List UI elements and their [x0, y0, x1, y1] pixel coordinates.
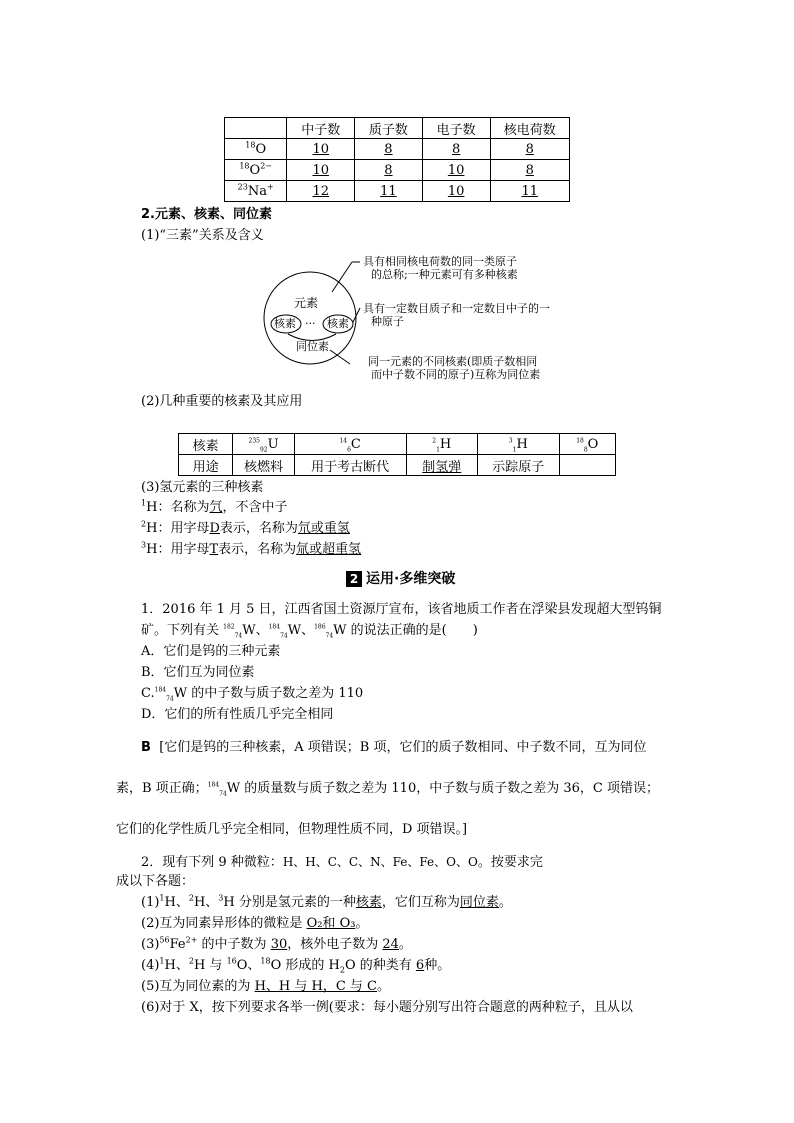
table-cell: 8	[355, 160, 423, 181]
nuclide-label-right: 核素	[327, 317, 349, 330]
q2-intro: 2．现有下列 9 种微粒：H、H、C、C、N、Fe、Fe、O、O。按要求完	[141, 855, 543, 870]
note-nuclide-2: 种原子	[371, 315, 404, 328]
q2-part6: (6)对于 X，按下列要求各举一例(要求：每小题分别写出符合题意的两种粒子，且从以	[141, 1000, 633, 1015]
table-cell: 11	[490, 181, 569, 202]
q2-part5: (5)互为同位素的为 H、H 与 H，C 与 C。	[141, 979, 391, 994]
table-header-blank	[225, 118, 287, 139]
table-cell: 8	[490, 139, 569, 160]
q1-answer-line2: 素，B 项正确；$^{184}_{74}$W 的质量数与质子数之差为 110，中子数与质子数之差为 36，C 项错误；	[116, 781, 659, 798]
hydrogen-deuterium: $^2$H：用字母D表示，名称为氘或重氢	[141, 519, 350, 536]
pointer-line-2	[353, 308, 360, 322]
note-isotope-1: 同一元素的不同核素(即质子数相同	[368, 355, 538, 368]
table-cell: 10	[287, 139, 355, 160]
note-element-2: 的总称;一种元素可有多种核素	[371, 268, 518, 281]
q1-option-b: B．它们互为同位素	[141, 665, 255, 680]
table-header: 核电荷数	[490, 118, 569, 139]
q2-part4: $(4)^1H$、$^2$H 与 $^{16}$O、$^{18}$O 形成的 $H_2O$ 的种类有 6种。	[141, 956, 451, 975]
subsection-title: (3)氢元素的三种核素	[141, 480, 264, 495]
table-cell: 11	[355, 181, 423, 202]
nuclide-use-table	[178, 433, 616, 476]
table-cell: 10	[422, 181, 490, 202]
table-row	[179, 434, 616, 455]
table-cell: $^{18}_8$O	[559, 434, 615, 455]
subsection-title: (2)几种重要的核素及其应用	[141, 394, 303, 409]
subsection-title: (1)“三素”关系及含义	[141, 228, 264, 243]
table-cell: 12	[287, 181, 355, 202]
nuclide-label-left: 核素	[274, 317, 296, 330]
note-nuclide-1: 具有一定数目质子和一定数目中子的一	[363, 302, 550, 315]
q1-answer-line3: 它们的化学性质几乎完全相同，但物理性质不同，D 项错误。]	[116, 822, 468, 837]
row-label: 用途	[179, 455, 233, 476]
isotope-label: 同位素	[296, 340, 329, 353]
table-row	[225, 160, 570, 181]
q1-option-a: A．它们是钨的三种元素	[141, 644, 281, 659]
dots-label: ···	[305, 317, 316, 330]
pointer-line-1	[332, 262, 352, 292]
table-cell: 用于考古断代	[294, 455, 406, 476]
note-element-1: 具有相同核电荷数的同一类原子	[363, 255, 517, 268]
q1-option-d: D．它们的所有性质几乎完全相同	[141, 707, 334, 722]
hydrogen-tritium: $^3$H：用字母T表示，名称为氚或超重氢	[141, 540, 362, 557]
hydrogen-protium: $^1$H：名称为氕，不含中子	[141, 498, 288, 515]
row-label: $^{18}$O	[225, 139, 287, 160]
table-header-row	[225, 118, 570, 139]
q1-stem-line2: 矿。下列有关 $^{182}_{74}$W、$^{184}_{74}$W、$^{186}_{74}$W 的说法正确的是( )	[141, 623, 478, 640]
table-header: 中子数	[287, 118, 355, 139]
pointer-line-3	[330, 350, 350, 364]
table-cell: 制氢弹	[406, 455, 477, 476]
section-banner: 2 运用·多维突破	[346, 570, 455, 588]
table-header: 质子数	[355, 118, 423, 139]
row-label: $^{23}$Na+	[225, 181, 287, 202]
table-header: 电子数	[422, 118, 490, 139]
q2-part2: (2)互为同素异形体的微粒是 O₂和 O₃。	[141, 916, 369, 931]
table-cell: 核燃料	[233, 455, 294, 476]
note-isotope-2: 而中子数不同的原子)互称为同位素	[371, 368, 541, 381]
particle-table	[224, 117, 570, 202]
table-cell: $^2_1$H	[406, 434, 477, 455]
table-row	[225, 181, 570, 202]
row-label: $^{18}O^{2-}$	[225, 160, 287, 181]
q2-intro-2: 成以下各题：	[116, 874, 195, 889]
table-cell: $^{14}_6$C	[294, 434, 406, 455]
table-cell: 8	[490, 160, 569, 181]
q1-answer-line1: B [它们是钨的三种核素，A 项错误；B 项，它们的质子数相同、中子数不同，互为同位	[141, 740, 647, 755]
table-cell: 示踪原子	[478, 455, 560, 476]
table-row	[225, 139, 570, 160]
table-cell	[559, 455, 615, 476]
section-title: 2.元素、核素、同位素	[141, 207, 272, 222]
element-label: 元素	[294, 296, 319, 310]
table-cell: $^{235}_{92}$U	[233, 434, 294, 455]
q1-stem-line1: 1．2016 年 1 月 5 日，江西省国土资源厅宣布，该省地质工作者在浮梁县发现超大型钨铜	[141, 602, 662, 617]
table-cell: 10	[422, 160, 490, 181]
q1-option-c: C.$^{184}_{74}$W 的中子数与质子数之差为 110	[141, 686, 364, 703]
table-row	[179, 455, 616, 476]
q2-part1: $(1)^1H$、$^2$H、$^3$H 分别是氢元素的一种核素，它们互称为同位素。	[141, 893, 512, 910]
q2-part3: $(3)^{56}Fe^{2+}$ 的中子数为 30，核外电子数为 24。	[141, 935, 412, 952]
row-label: 核素	[179, 434, 233, 455]
table-cell: $^3_1$H	[478, 434, 560, 455]
table-cell: 8	[355, 139, 423, 160]
table-cell: 10	[287, 160, 355, 181]
table-cell: 8	[422, 139, 490, 160]
section-number-badge: 2	[346, 571, 362, 587]
